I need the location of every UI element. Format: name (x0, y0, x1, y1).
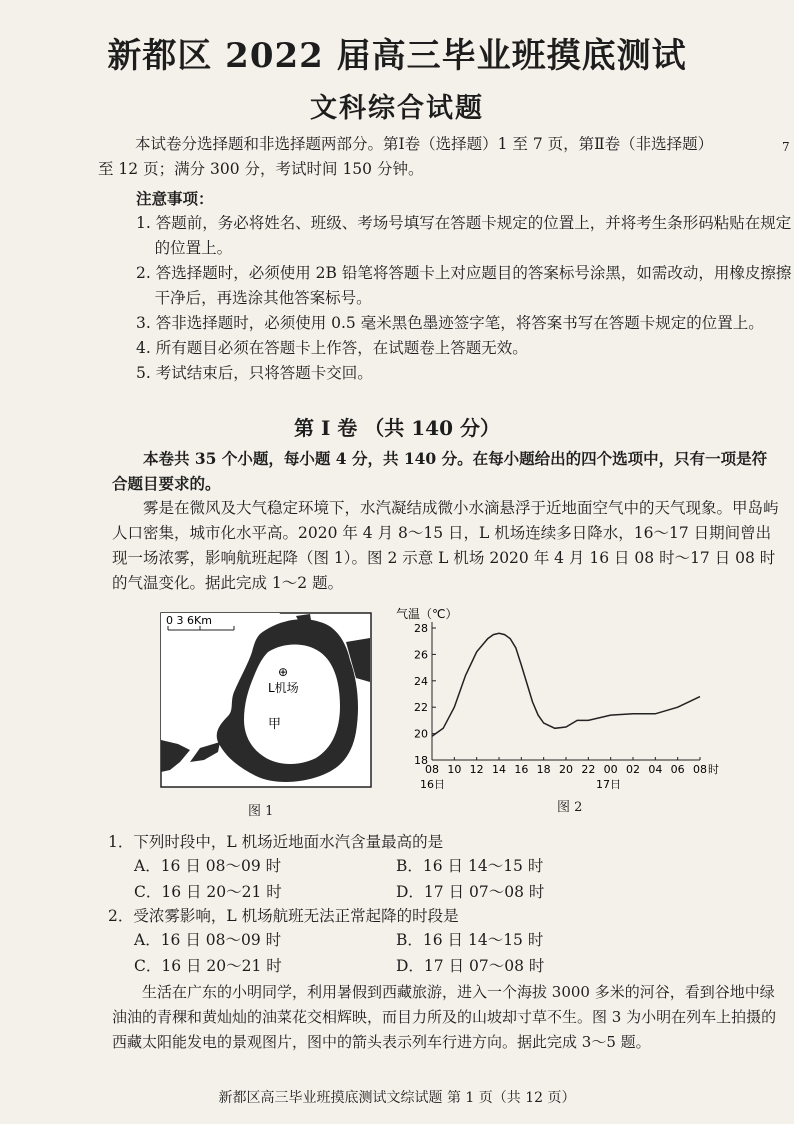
day-17-label: 17日 (596, 778, 621, 791)
q1-option-c[interactable]: C．16 日 20～21 时 (134, 883, 282, 901)
airport-label: L机场 (268, 681, 299, 695)
section-instruction (112, 446, 782, 496)
x-tick-label: 02 (626, 763, 640, 776)
y-axis-label: 气温（℃） (396, 607, 458, 621)
question-2-options (134, 928, 654, 976)
x-tick-label: 12 (469, 763, 484, 776)
notice-item: 2. 答选择题时，必须使用 2B 铅笔将答题卡上对应题目的答案标号涂黑，如需改动，用橡皮擦擦干净后，再选涂其他答案标号。 (136, 264, 792, 307)
exam-title: 新都区 2022 届高三毕业班摸底测试 (107, 36, 687, 76)
question-2-stem: 2．受浓雾影响，L 机场航班无法正常起降的时段是 (108, 907, 459, 925)
x-tick-label: 08 (425, 763, 439, 776)
x-tick-label: 14 (492, 763, 506, 776)
side-mark: 7 (782, 140, 790, 154)
q2-option-b[interactable]: B．16 日 14～15 时 (396, 931, 544, 949)
intro-line-1: 本试卷分选择题和非选择题两部分。第Ⅰ卷（选择题）1 至 7 页，第Ⅱ卷（非选择题） (135, 135, 714, 153)
x-tick-label: 04 (648, 763, 663, 776)
y-tick-label: 20 (414, 727, 428, 741)
island-label: 甲 (268, 717, 282, 732)
notice-item: 1. 答题前，务必将姓名、班级、考场号填写在答题卡规定的位置上，并将考生条形码粘贴在规定的位置上。 (136, 214, 792, 257)
airport-symbol: ⊕ (278, 665, 289, 679)
q1-option-a[interactable]: A．16 日 08～09 时 (134, 857, 282, 875)
x-axis-unit: 时 (708, 763, 719, 776)
instruction-text: 本卷共 35 个小题，每小题 4 分，共 140 分。在每小题给出的四个选项中，只有一项是符合题目要求的。 (112, 449, 768, 493)
day-16-label: 16日 (420, 778, 445, 791)
x-tick-label: 10 (447, 763, 462, 776)
q2-option-a[interactable]: A．16 日 08～09 时 (134, 931, 282, 949)
y-tick-label: 24 (414, 674, 428, 688)
passage-1-text: 雾是在微风及大气稳定环境下，水汽凝结成微小水滴悬浮于近地面空气中的天气现象。甲岛屿人口密集，城市化水平高。2020 年 4 月 8～15 日，L 机场连续多日降水，16～17 日期间曾出现一场浓雾，影响航班起降（图 1）。图 2 示意 L 机场 2020 年 4 月 16 日 08 时～17 日 08 时的气温变化。据此完成 1～2 题。 (112, 499, 779, 592)
y-tick-label: 18 (414, 754, 428, 767)
question-1-stem: 1．下列时段中，L 机场近地面水汽含量最高的是 (108, 833, 444, 851)
question-1-options (134, 854, 654, 902)
notice-item: 3. 答非选择题时，必须使用 0.5 毫米黑色墨迹签字笔，将答案书写在答题卡规定的位置上。 (136, 314, 764, 332)
passage-2 (112, 980, 784, 1055)
q1-option-d[interactable]: D．17 日 07～08 时 (396, 883, 545, 901)
y-ticks (414, 622, 436, 767)
x-tick-label: 18 (536, 763, 551, 776)
passage-2-text: 生活在广东的小明同学，利用暑假到西藏旅游，进入一个海拔 3000 多米的河谷，看到谷地中绿油油的青稞和黄灿灿的油菜花交相辉映，而目力所及的山坡却寸草不生。图 3 为小明在列车上拍摄的西藏太阳能发电的景观图片，图中的箭头表示列车行进方向。据此完成 3～5 题。 (112, 983, 777, 1051)
intro-line-2: 至 12 页；满分 300 分，考试时间 150 分钟。 (98, 160, 424, 178)
figure-1-map (160, 612, 372, 788)
x-tick-label: 08 (693, 763, 707, 776)
q1-option-b[interactable]: B．16 日 14～15 时 (396, 857, 544, 875)
scale-label: 0 3 6Km (166, 614, 212, 627)
notice-heading: 注意事项： (136, 189, 214, 208)
y-tick-label: 22 (414, 701, 428, 715)
notice-block (104, 186, 792, 386)
q2-option-d[interactable]: D．17 日 07～08 时 (396, 957, 545, 975)
y-tick-label: 26 (414, 648, 428, 662)
figure-2-chart (396, 602, 726, 800)
notice-item: 4. 所有题目必须在答题卡上作答，在试题卷上答题无效。 (136, 339, 528, 357)
figure-1-caption: 图 1 (248, 804, 274, 819)
intro-block (98, 132, 784, 182)
island-map (160, 612, 372, 788)
temperature-line-chart (396, 602, 726, 800)
x-tick-label: 00 (603, 763, 618, 776)
x-tick-label: 16 (514, 763, 529, 776)
section-title: 第 I 卷 （共 140 分） (294, 416, 500, 440)
x-tick-label: 22 (581, 763, 596, 776)
exam-subtitle: 文科综合试题 (310, 93, 484, 124)
x-tick-label: 20 (559, 763, 573, 776)
y-tick-label: 28 (414, 622, 428, 635)
x-tick-label: 06 (670, 763, 685, 776)
q2-option-c[interactable]: C．16 日 20～21 时 (134, 957, 282, 975)
notice-item: 5. 考试结束后，只将答题卡交回。 (136, 364, 373, 382)
figure-2-caption: 图 2 (557, 800, 583, 815)
temperature-line (432, 633, 700, 736)
page-footer: 新都区高三毕业班摸底测试文综试题 第 1 页（共 12 页） (218, 1090, 576, 1106)
passage-1 (112, 496, 784, 596)
